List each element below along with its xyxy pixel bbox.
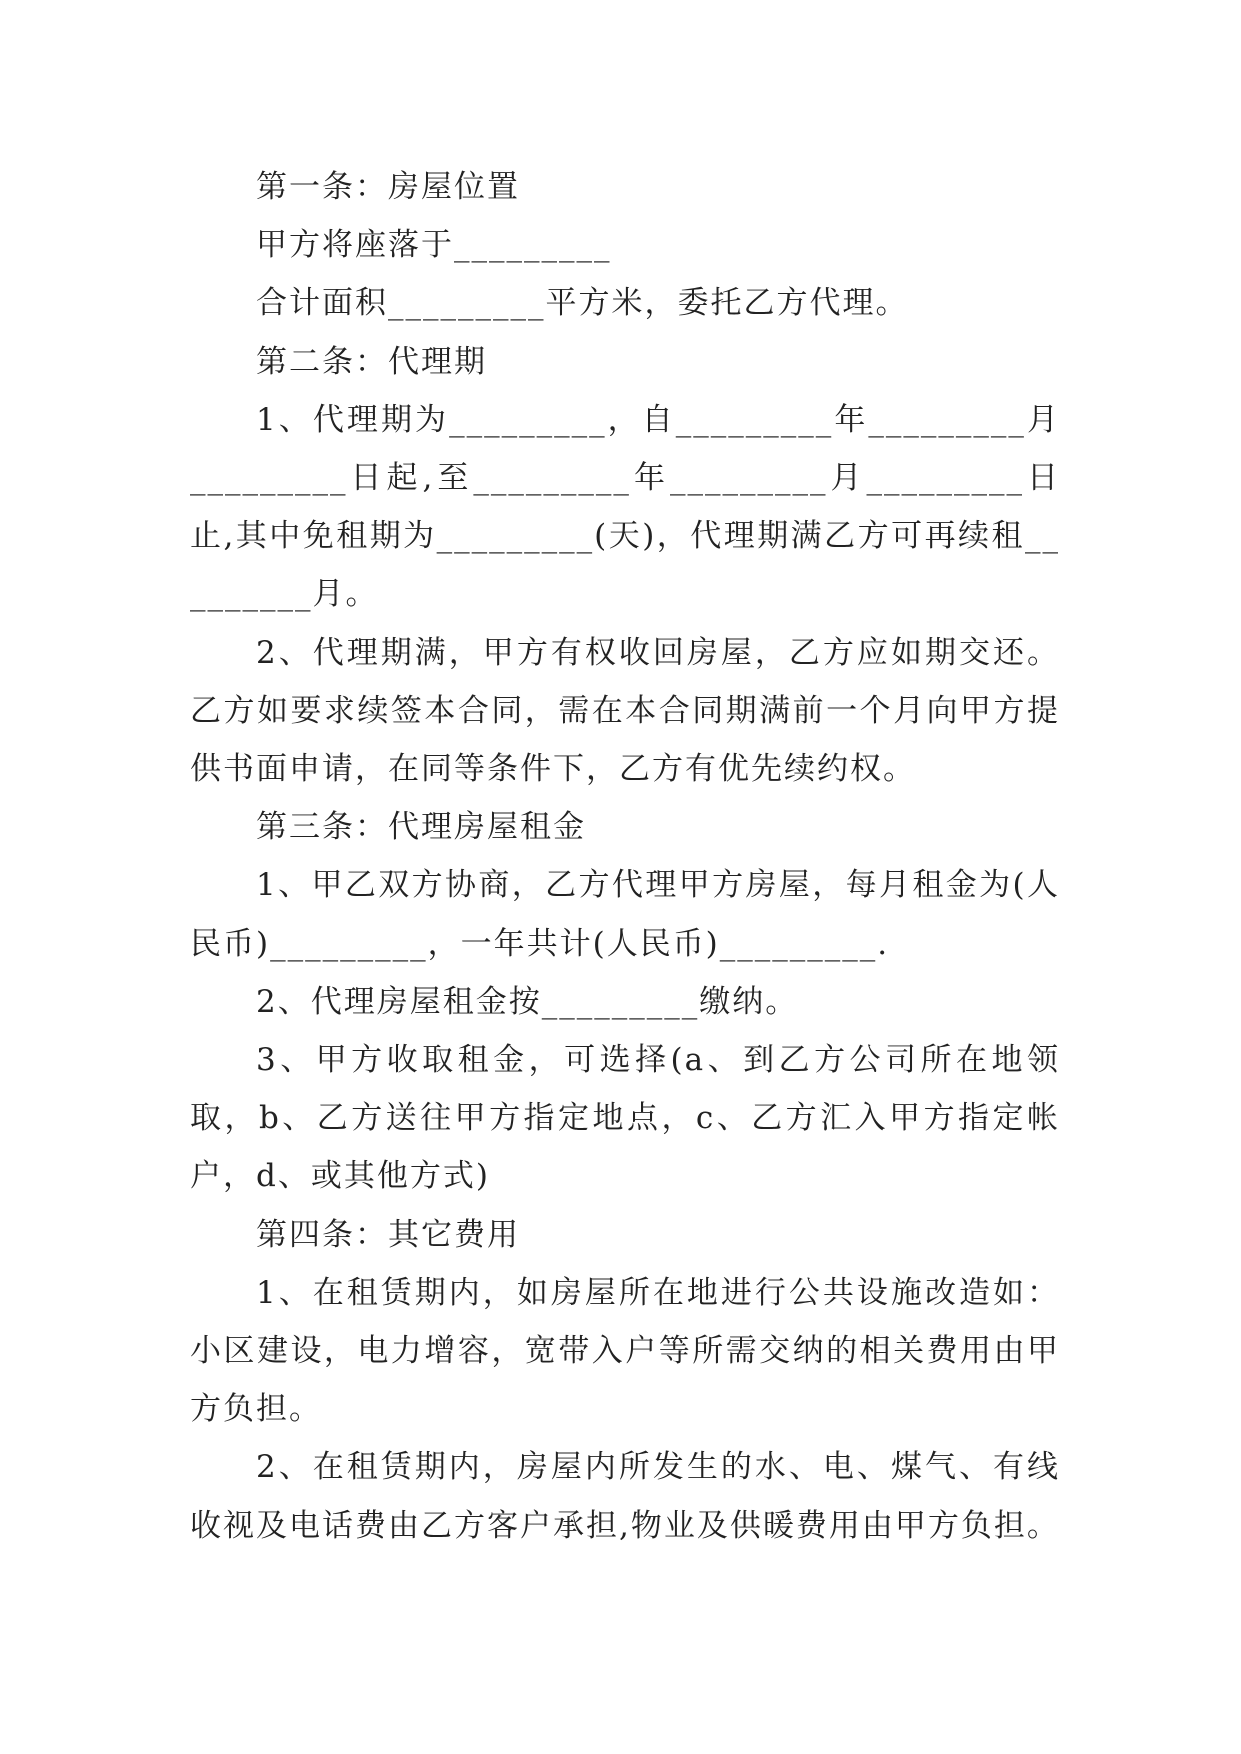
- paragraph-area: 合计面积_________平方米，委托乙方代理。: [256, 285, 909, 322]
- paragraph-location: 甲方将座落于_________: [256, 227, 612, 264]
- article-4-heading: 第四条：其它费用: [256, 1216, 520, 1253]
- article-3-heading: 第三条：代理房屋租金: [256, 809, 586, 846]
- paragraph-utilities: 2、在租赁期内，房屋内所发生的水、电、煤气、有线收视及电话费由乙方客户承担,物业及供暖费用由甲方负担。: [190, 1449, 1060, 1544]
- article-1-heading: 第一条：房屋位置: [256, 169, 520, 205]
- paragraph-rent-amount: 1、甲乙双方协商，乙方代理甲方房屋，每月租金为(人民币)_________，一年共计(人民币)_________.: [190, 867, 1060, 962]
- paragraph-agency-expiry: 2、代理期满，甲方有权收回房屋，乙方应如期交还。乙方如要求续签本合同，需在本合同期满前一个月向甲方提供书面申请，在同等条件下，乙方有优先续约权。: [190, 634, 1060, 788]
- document-body: [190, 158, 1060, 1555]
- paragraph-agency-period: 1、代理期为_________，自_________年_________月_________日起,至_________年_________月_________日止,其中免租期为_________(天)，代理期满乙方可再续租_________月。: [190, 401, 1060, 613]
- paragraph-rent-payment: 2、代理房屋租金按_________缴纳。: [256, 983, 799, 1020]
- paragraph-public-facilities: 1、在租赁期内，如房屋所在地进行公共设施改造如：小区建设，电力增容，宽带入户等所需交纳的相关费用由甲方负担。: [190, 1274, 1060, 1428]
- article-2-heading: 第二条：代理期: [256, 343, 487, 380]
- paragraph-rent-collection: 3、甲方收取租金，可选择(a、到乙方公司所在地领取，b、乙方送往甲方指定地点，c、乙方汇入甲方指定帐户，d、或其他方式): [190, 1042, 1060, 1195]
